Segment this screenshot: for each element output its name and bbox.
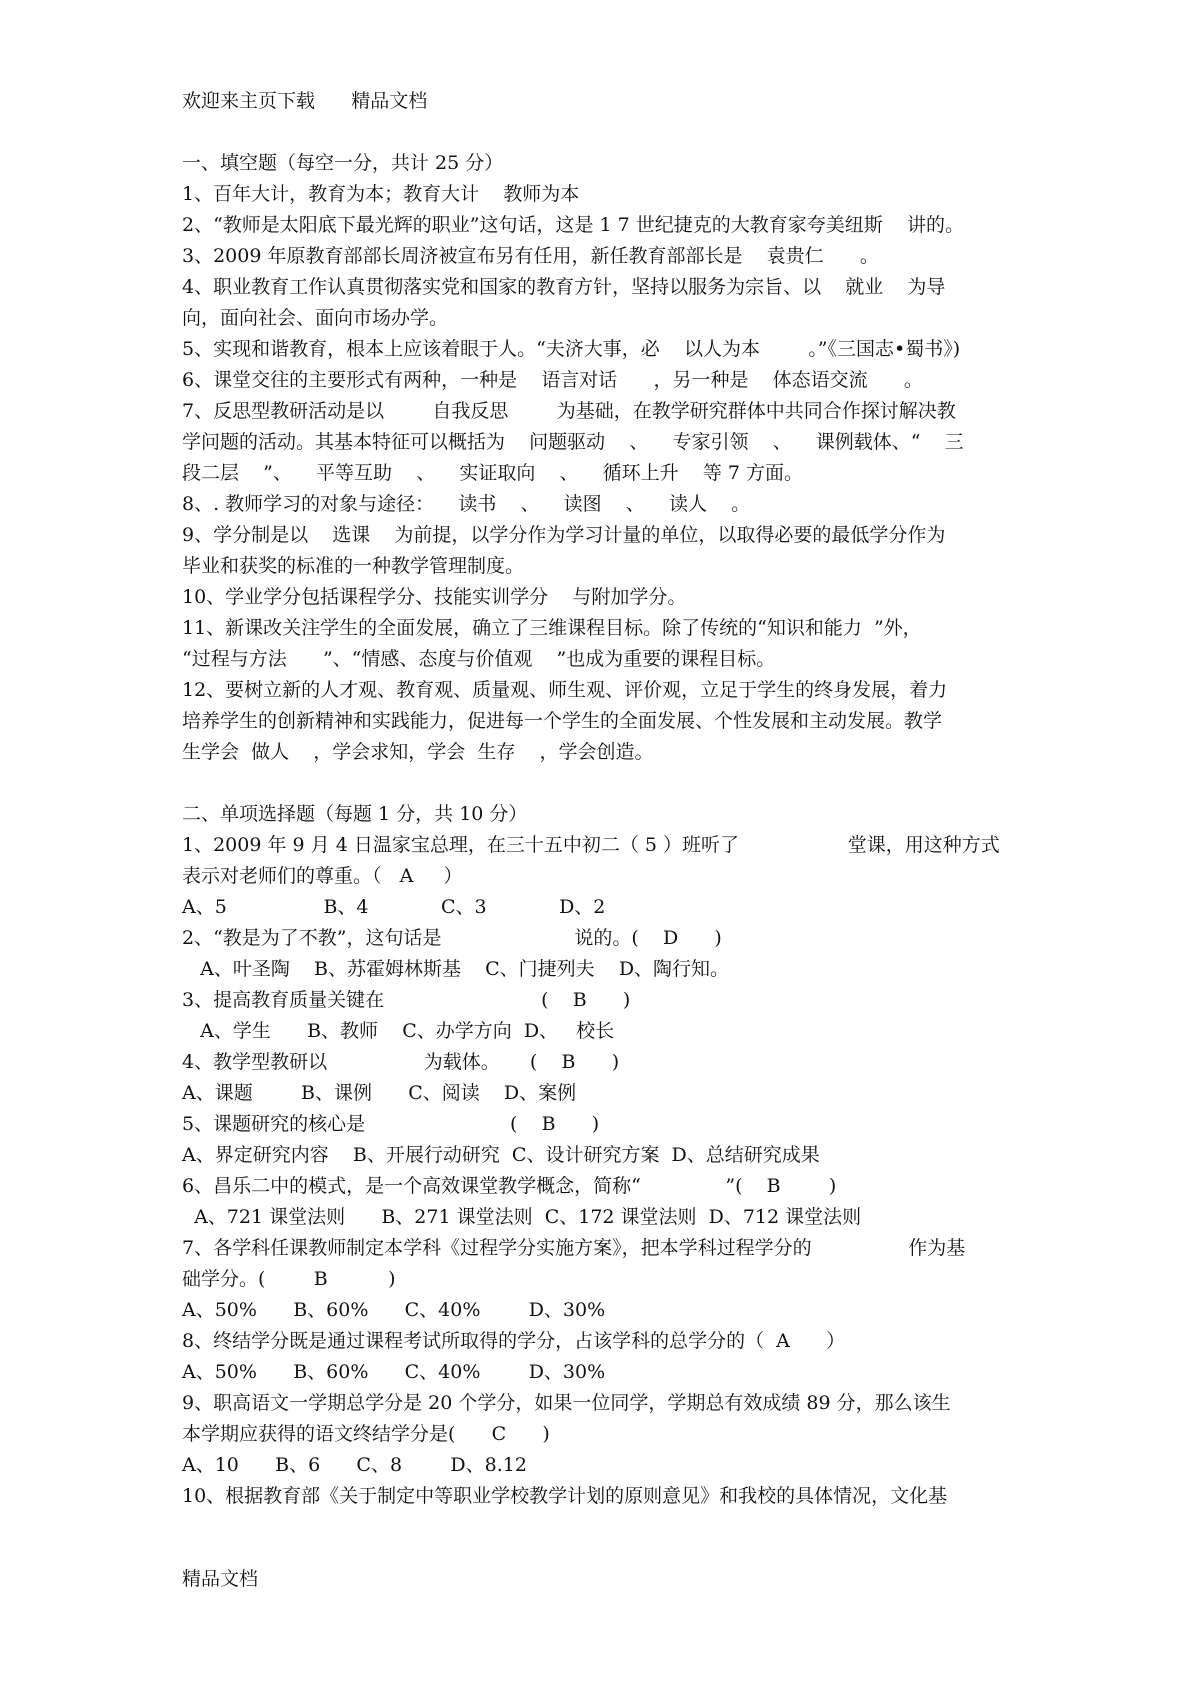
fill-blank-line: 毕业和获奖的标准的一种教学管理制度。 [182,555,525,577]
fill-blank-line: 8、. 教师学习的对象与途径： 读书 、 读图 、 读人 。 [182,493,751,515]
choice-line: 1、2009 年 9 月 4 日温家宝总理，在三十五中初二（ 5 ）班听了 堂课，用这种方式 [182,834,1000,856]
fill-blank-line: 5、实现和谐教育，根本上应该着眼于人。“夫济大事，必 以人为本 。”《三国志•蜀书》) [182,338,961,360]
fill-blank-line: 学问题的活动。其基本特征可以概括为 问题驱动 、 专家引领 、 课例载体、“ 三 [182,431,964,453]
fill-blank-line: 9、学分制是以 选课 为前提，以学分作为学习计量的单位，以取得必要的最低学分作为 [182,524,946,546]
fill-blank-line: 4、职业教育工作认真贯彻落实党和国家的教育方针，坚持以服务为宗旨、以 就业 为导 [182,276,946,298]
choice-line: 10、根据教育部《关于制定中等职业学校教学计划的原则意见》和我校的具体情况，文化基 [182,1485,948,1507]
fill-blank-line: 2、“教师是太阳底下最光辉的职业”这句话，这是 1 7 世纪捷克的大教育家夸美纽斯 讲的。 [182,214,964,236]
section1-title: 一、填空题（每空一分，共计 25 分） [182,152,504,174]
fill-blank-line: 生学会 做人 ，学会求知，学会 生存 ，学会创造。 [182,741,654,763]
fill-blank-line: 11、新课改关注学生的全面发展，确立了三维课程目标。除了传统的“知识和能力 ”外， [182,617,922,639]
fill-blank-line: 10、学业学分包括课程学分、技能实训学分 与附加学分。 [182,586,687,608]
fill-blank-line: “过程与方法 ”、“情感、态度与价值观 ”也成为重要的课程目标。 [182,648,776,670]
choice-line: A、叶圣陶 B、苏霍姆林斯基 C、门捷列夫 D、陶行知。 [182,958,730,980]
document-body [182,148,1022,1512]
choice-line: 4、教学型教研以 为载体。 ( B ) [182,1051,620,1073]
choice-line: 5、课题研究的核心是 ( B ) [182,1113,600,1135]
choice-line: 6、昌乐二中的模式，是一个高效课堂教学概念，简称“ ”( B ) [182,1175,837,1197]
choice-line: A、50% B、60% C、40% D、30% [182,1299,606,1321]
fill-blank-line: 3、2009 年原教育部部长周济被宣布另有任用，新任教育部部长是 袁贵仁 。 [182,245,879,267]
fill-blank-line: 12、要树立新的人才观、教育观、质量观、师生观、评价观，立足于学生的终身发展，着力 [182,679,948,701]
choice-line: 9、职高语文一学期总学分是 20 个学分，如果一位同学，学期总有效成绩 89 分，那么该生 [182,1392,951,1414]
fill-blank-line: 1、百年大计，教育为本；教育大计 教师为本 [182,183,580,205]
fill-blank-line: 培养学生的创新精神和实践能力，促进每一个学生的全面发展、个性发展和主动发展。教学 [182,710,943,732]
fill-blank-line: 段二层 ”、 平等互助 、 实证取向 、 循环上升 等 7 方面。 [182,462,803,484]
choice-line: A、10 B、6 C、8 D、8.12 [182,1454,527,1476]
section-spacer [182,768,1022,799]
fill-blank-line: 6、课堂交往的主要形式有两种，一种是 语言对话 ，另一种是 体态语交流 。 [182,369,923,391]
page-footer: 精品文档 [182,1568,259,1590]
choice-line: 3、提高教育质量关键在 ( B ) [182,989,631,1011]
choice-line: A、课题 B、课例 C、阅读 D、案例 [182,1082,577,1104]
choice-line: 础学分。( B ) [182,1268,396,1290]
choice-line: 7、各学科任课教师制定本学科《过程学分实施方案》，把本学科过程学分的 作为基 [182,1237,966,1259]
section2-title: 二、单项选择题（每题 1 分，共 10 分） [182,803,528,825]
choice-line: 本学期应获得的语文终结学分是( C ) [182,1423,550,1445]
fill-blank-line: 7、反思型教研活动是以 自我反思 为基础，在教学研究群体中共同合作探讨解决教 [182,400,956,422]
choice-line: A、界定研究内容 B、开展行动研究 C、设计研究方案 D、总结研究成果 [182,1144,820,1166]
choice-line: A、学生 B、教师 C、办学方向 D、 校长 [182,1020,615,1042]
page-header: 欢迎来主页下载 精品文档 [182,90,428,112]
fill-blank-line: 向，面向社会、面向市场办学。 [182,307,449,329]
choice-line: 8、终结学分既是通过课程考试所取得的学分，占该学科的总学分的（ A ） [182,1330,846,1352]
choice-line: 表示对老师们的尊重。（ A ） [182,865,463,887]
choice-line: A、721 课堂法则 B、271 课堂法则 C、172 课堂法则 D、712 课堂法则 [182,1206,862,1228]
choice-line: 2、“教是为了不教”，这句话是 说的。( D ) [182,927,722,949]
choice-line: A、50% B、60% C、40% D、30% [182,1361,606,1383]
choice-line: A、5 B、4 C、3 D、2 [182,896,606,918]
